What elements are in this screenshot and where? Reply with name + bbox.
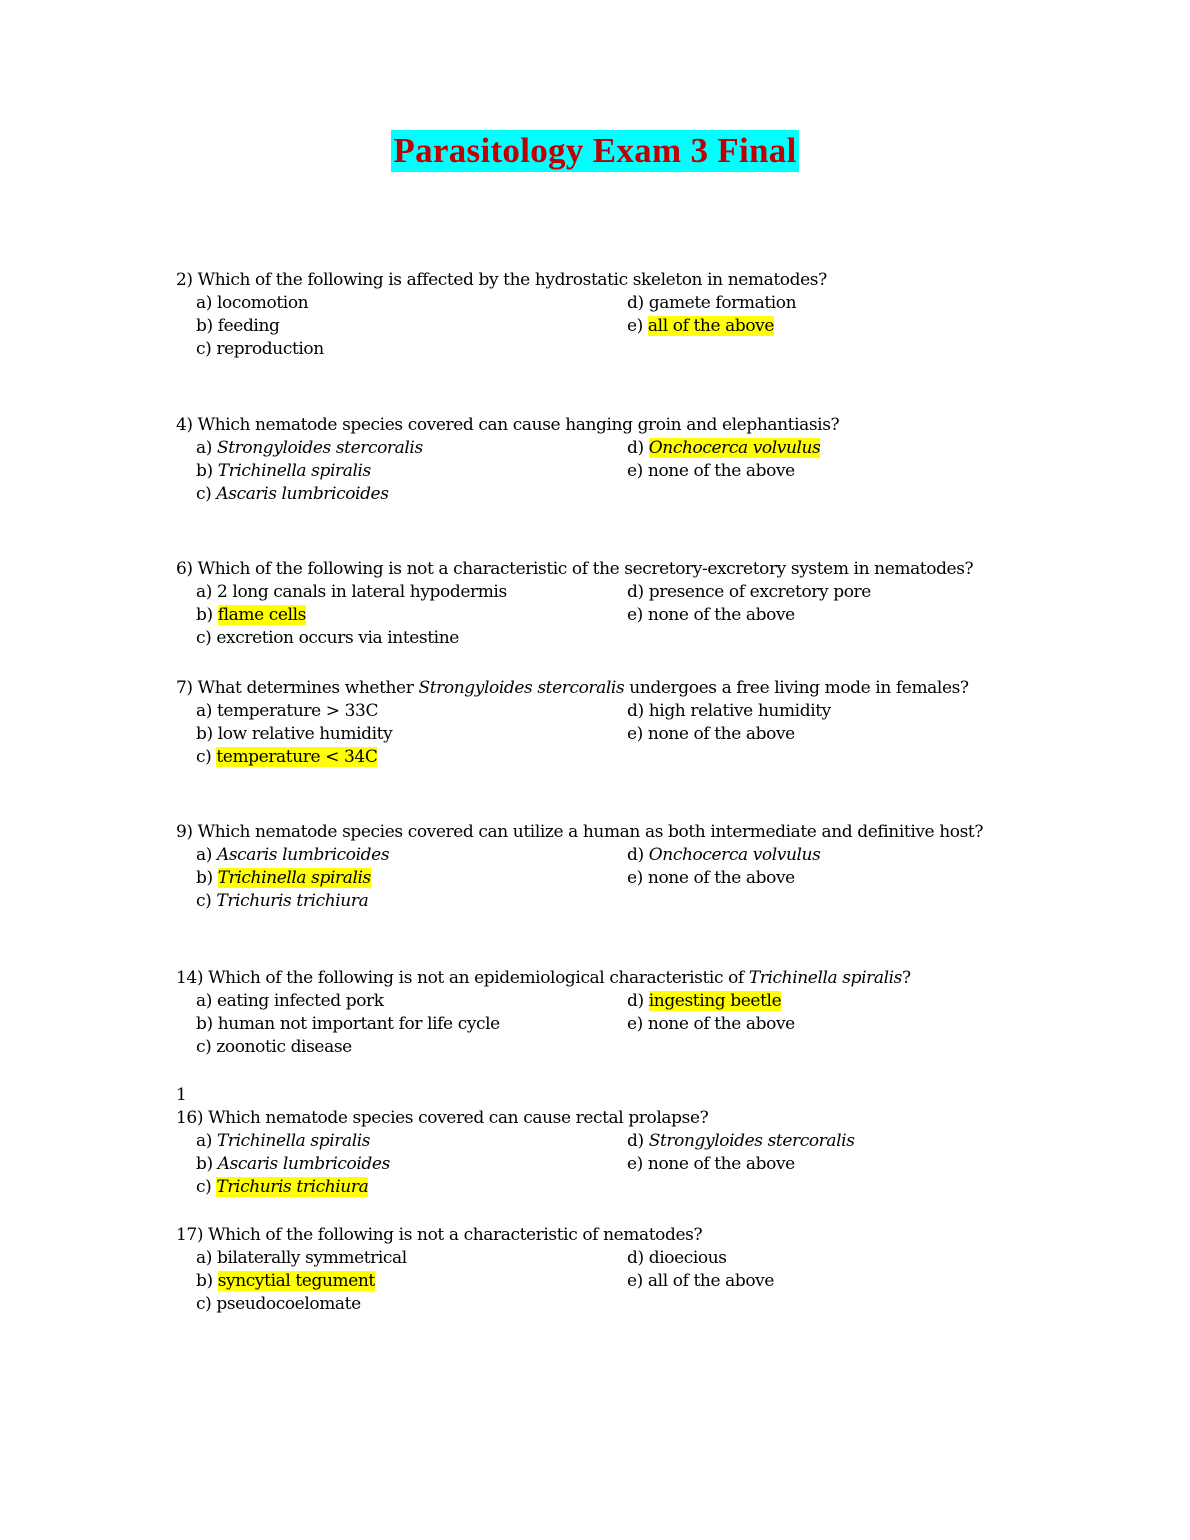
page-number: 1 <box>176 1085 187 1105</box>
question-stem: 6) Which of the following is not a characteristic of the secretory-excretory system in nematodes? <box>176 559 974 579</box>
question-14 <box>176 967 1076 1059</box>
option-e: e) none of the above <box>627 1014 795 1034</box>
option-d: d) ingesting beetle <box>627 991 782 1011</box>
question-stem: 14) Which of the following is not an epidemiological characteristic of Trichinella spiralis? <box>176 968 911 988</box>
option-b: b) human not important for life cycle <box>196 1014 500 1034</box>
option-e: e) none of the above <box>627 461 795 481</box>
correct-answer-highlight: all of the above <box>647 316 775 336</box>
option-c: c) reproduction <box>196 339 324 359</box>
option-d: d) Onchocerca volvulus <box>627 845 821 865</box>
option-b: b) syncytial tegument <box>196 1271 375 1291</box>
correct-answer-highlight: syncytial tegument <box>217 1271 375 1291</box>
option-a: a) temperature > 33C <box>196 701 379 721</box>
correct-answer-highlight: ingesting beetle <box>648 991 782 1011</box>
option-b: b) feeding <box>196 316 280 336</box>
question-17 <box>176 1224 1076 1316</box>
option-c: c) Trichuris trichiura <box>196 1177 369 1197</box>
option-e: e) none of the above <box>627 1154 795 1174</box>
option-e: e) all of the above <box>627 316 775 336</box>
option-d: d) gamete formation <box>627 293 797 313</box>
question-stem: 16) Which nematode species covered can cause rectal prolapse? <box>176 1108 709 1128</box>
option-c: c) pseudocoelomate <box>196 1294 361 1314</box>
option-b: b) Trichinella spiralis <box>196 461 371 481</box>
option-a: a) bilaterally symmetrical <box>196 1248 407 1268</box>
option-d: d) presence of excretory pore <box>627 582 871 602</box>
question-16 <box>176 1107 1076 1199</box>
option-b: b) Ascaris lumbricoides <box>196 1154 390 1174</box>
correct-answer-highlight: flame cells <box>217 605 306 625</box>
correct-answer-highlight: Onchocerca volvulus <box>648 438 821 458</box>
option-e: e) all of the above <box>627 1271 775 1291</box>
question-4 <box>176 414 1076 506</box>
option-d: d) high relative humidity <box>627 701 831 721</box>
question-2 <box>176 269 1076 361</box>
question-stem: 17) Which of the following is not a characteristic of nematodes? <box>176 1225 703 1245</box>
option-e: e) none of the above <box>627 605 795 625</box>
question-stem: 2) Which of the following is affected by the hydrostatic skeleton in nematodes? <box>176 270 827 290</box>
option-e: e) none of the above <box>627 724 795 744</box>
question-stem: 4) Which nematode species covered can cause hanging groin and elephantiasis? <box>176 415 840 435</box>
option-d: d) Strongyloides stercoralis <box>627 1131 855 1151</box>
question-9 <box>176 821 1076 913</box>
question-7 <box>176 677 1076 769</box>
option-d: d) Onchocerca volvulus <box>627 438 821 458</box>
question-stem: 7) What determines whether Strongyloides stercoralis undergoes a free living mode in females? <box>176 678 969 698</box>
correct-answer-highlight: temperature < 34C <box>216 747 378 767</box>
option-a: a) locomotion <box>196 293 309 313</box>
option-c: c) Ascaris lumbricoides <box>196 484 389 504</box>
option-a: a) 2 long canals in lateral hypodermis <box>196 582 507 602</box>
option-b: b) Trichinella spiralis <box>196 868 371 888</box>
option-a: a) Trichinella spiralis <box>196 1131 371 1151</box>
option-a: a) Ascaris lumbricoides <box>196 845 390 865</box>
option-c: c) Trichuris trichiura <box>196 891 369 911</box>
question-stem: 9) Which nematode species covered can utilize a human as both intermediate and definitive host? <box>176 822 984 842</box>
option-e: e) none of the above <box>627 868 795 888</box>
option-a: a) eating infected pork <box>196 991 384 1011</box>
question-6 <box>176 558 1076 650</box>
option-c: c) temperature < 34C <box>196 747 378 767</box>
option-c: c) zoonotic disease <box>196 1037 352 1057</box>
option-c: c) excretion occurs via intestine <box>196 628 459 648</box>
option-a: a) Strongyloides stercoralis <box>196 438 423 458</box>
correct-answer-highlight: Trichinella spiralis <box>217 868 371 888</box>
option-d: d) dioecious <box>627 1248 727 1268</box>
page-title: Parasitology Exam 3 Final <box>393 131 797 170</box>
option-b: b) flame cells <box>196 605 306 625</box>
correct-answer-highlight: Trichuris trichiura <box>216 1177 369 1197</box>
option-b: b) low relative humidity <box>196 724 393 744</box>
